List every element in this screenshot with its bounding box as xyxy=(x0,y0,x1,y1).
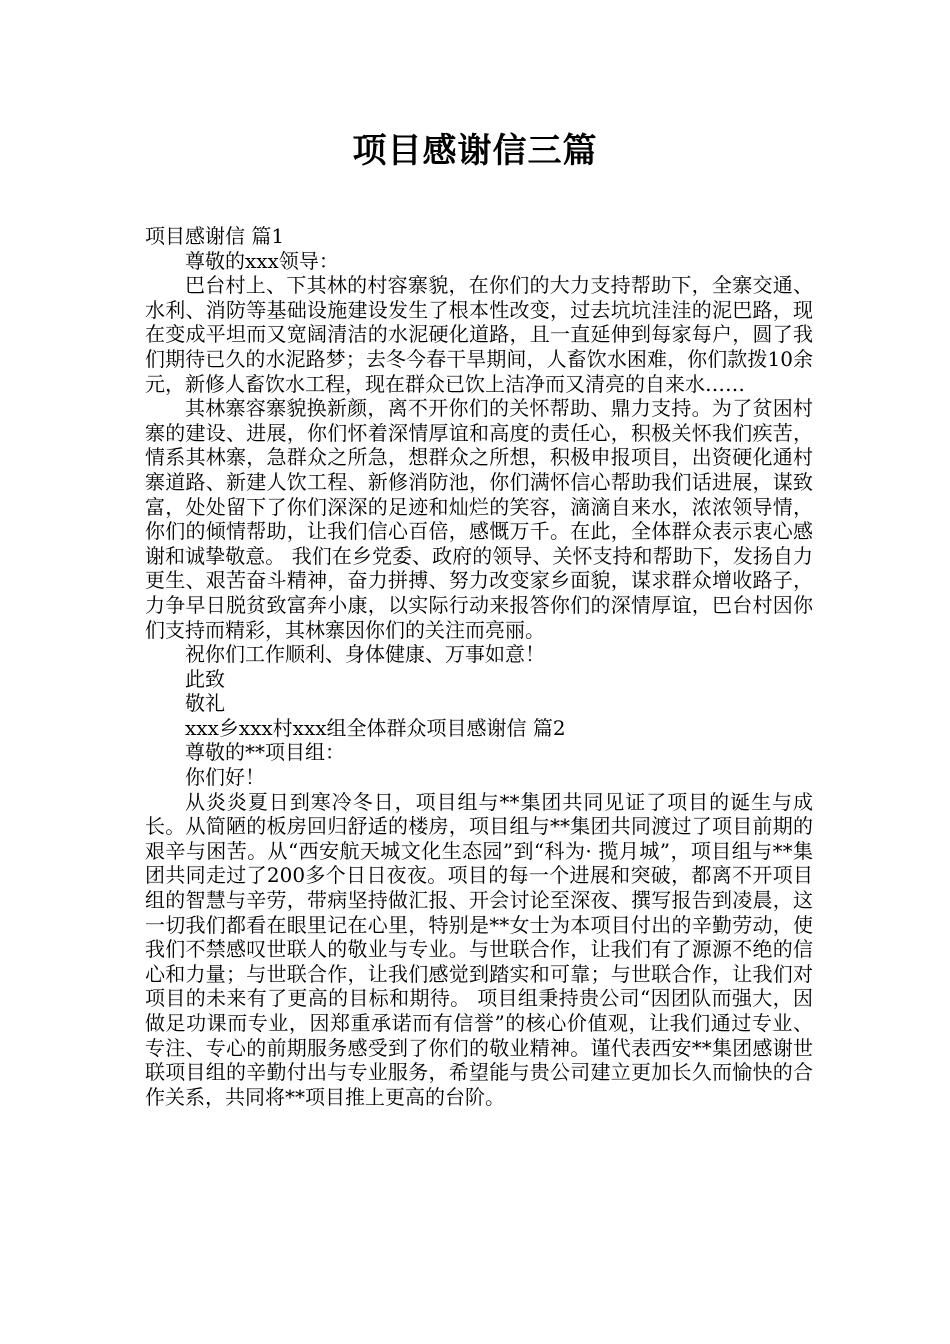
body-paragraph: 从炎炎夏日到寒冷冬日，项目组与**集团共同见证了项目的诞生与成长。从简陋的板房回归舒适的楼房，项目组与**集团共同渡过了项目前期的艰辛与困苦。从“西安航天城文化生态园”到“科为· 揽月城”，项目组与**集团共同走过了200多个日日夜夜。项目的每一个进展和突破，都离不开项目组的智慧与辛劳，带病坚持做汇报、开会讨论至深夜、撰写报告到凌晨，这一切我们都看在眼里记在心里，特别是**女士为本项目付出的辛勤劳动，使我们不禁感叹世联人的敬业与专业。与世联合作，让我们有了源源不绝的信心和力量；与世联合作，让我们感觉到踏实和可靠；与世联合作，让我们对项目的未来有了更高的目标和期待。 项目组秉持贵公司“因团队而强大，因做足功课而专业，因郑重承诺而有信誉”的核心价值观，让我们通过专业、专注、专心的前期服务感受到了你们的敬业精神。谨代表西安**集团感谢世联项目组的辛勤付出与专业服务，希望能与贵公司建立更加长久而愉快的合作关系，共同将**项目推上更高的台阶。 xyxy=(145,789,813,1109)
document-title: 项目感谢信三篇 xyxy=(352,131,598,171)
greeting: 你们好！ xyxy=(185,765,265,790)
document-body xyxy=(145,224,813,1109)
section-heading-2: xxx乡xxx村xxx组全体群众项目感谢信 篇2 xyxy=(185,715,566,740)
section-heading-1: 项目感谢信 篇1 xyxy=(145,224,285,248)
closing-jing-li: 敬礼 xyxy=(185,691,225,716)
body-paragraph: 巴台村上、下其林的村容寨貌，在你们的大力支持帮助下，全寨交通、水利、消防等基础设施建设发生了根本性改变，过去坑坑洼洼的泥巴路，现在变成平坦而又宽阔清洁的水泥硬化道路，且一直延伸到每家每户，圆了我们期待已久的水泥路梦；去冬今春干旱期间，人畜饮水困难，你们款拨10余元，新修人畜饮水工程，现在群众已饮上洁净而又清亮的自来水…… xyxy=(145,273,813,396)
closing-wishes: 祝你们工作顺利、身体健康、万事如意！ xyxy=(185,642,545,667)
salutation-2: 尊敬的**项目组： xyxy=(185,740,345,765)
closing-ci-zhi: 此致 xyxy=(185,666,225,691)
salutation-1: 尊敬的xxx领导： xyxy=(185,248,339,273)
body-paragraph: 其林寨容寨貌换新颜，离不开你们的关怀帮助、鼎力支持。为了贫困村寨的建设、进展，你们怀着深情厚谊和高度的责任心，积极关怀我们疾苦，情系其林寨，急群众之所急，想群众之所想，积极申报项目，出资硬化通村寨道路、新建人饮工程、新修消防池，你们满怀信心帮助我们话进展，谋致富，处处留下了你们深深的足迹和灿烂的笑容，滴滴自来水，浓浓领导情，你们的倾情帮助，让我们信心百倍，感慨万千。在此，全体群众表示衷心感谢和诚挚敬意。 我们在乡党委、政府的领导、关怀支持和帮助下，发扬自力更生、艰苦奋斗精神，奋力拼搏、努力改变家乡面貌，谋求群众增收路子，力争早日脱贫致富奔小康，以实际行动来报答你们的深情厚谊，巴台村因你们支持而精彩，其林寨因你们的关注而亮丽。 xyxy=(145,396,813,642)
